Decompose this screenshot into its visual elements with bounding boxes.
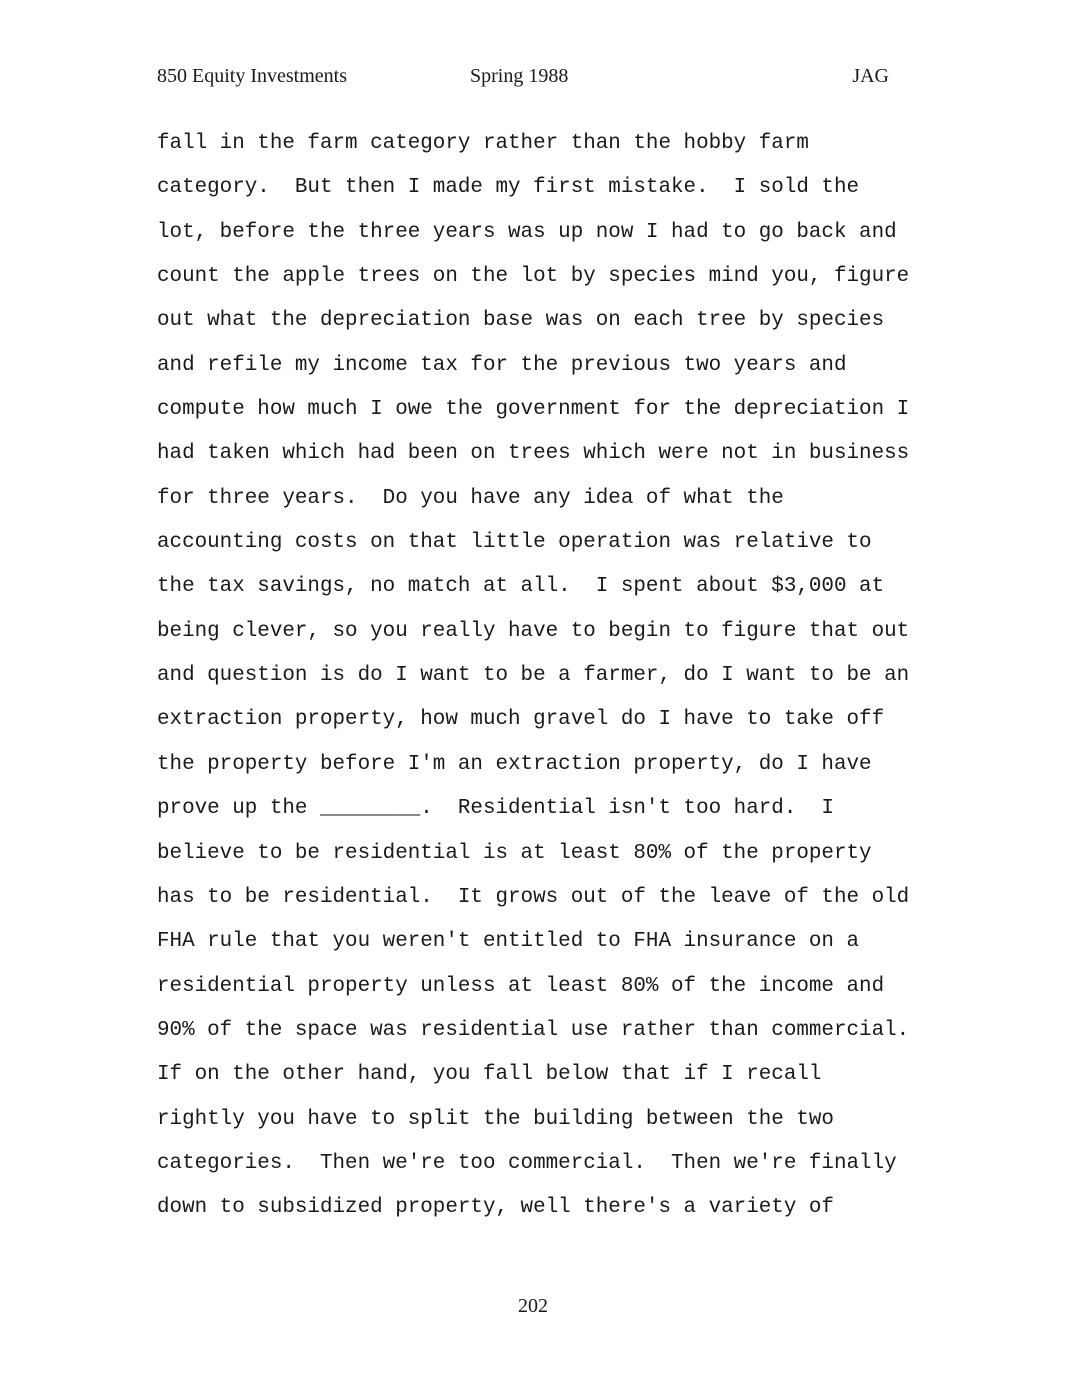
header-course-title: 850 Equity Investments (157, 65, 347, 87)
text-line: fall in the farm category rather than the hobby farm (157, 132, 809, 155)
page-number: 202 (518, 1295, 548, 1317)
text-line: 90% of the space was residential use rather than commercial. (157, 1018, 910, 1042)
text-line: If on the other hand, you fall below that if I recall (157, 1063, 822, 1087)
text-line: has to be residential. It grows out of the leave of the old (157, 885, 910, 909)
text-line: out what the depreciation base was on each tree by species (157, 309, 885, 333)
text-line: and refile my income tax for the previous two years and (157, 353, 847, 377)
header-initials: JAG (852, 65, 889, 87)
transcript-body (157, 122, 937, 1231)
text-line: category. But then I made my first mistake. I sold the (157, 176, 860, 200)
text-line: believe to be residential is at least 80% of the property (157, 841, 872, 865)
text-line: FHA rule that you weren't entitled to FHA insurance on a (157, 930, 860, 954)
header-term: Spring 1988 (470, 65, 569, 87)
text-line: for three years. Do you have any idea of what the (157, 486, 784, 510)
text-line: the property before I'm an extraction property, do I have (157, 752, 872, 776)
text-line: being clever, so you really have to begin to figure that out (157, 619, 910, 643)
text-line: prove up the ________. Residential isn't too hard. I (157, 797, 834, 821)
text-line: and question is do I want to be a farmer, do I want to be an (157, 664, 910, 688)
text-line: extraction property, how much gravel do I have to take off (157, 708, 885, 732)
text-line: rightly you have to split the building between the two (157, 1107, 834, 1131)
text-line: count the apple trees on the lot by species mind you, figure (157, 265, 910, 289)
text-line: down to subsidized property, well there's a variety of (157, 1196, 834, 1220)
text-line: categories. Then we're too commercial. Then we're finally (157, 1151, 897, 1175)
text-line: the tax savings, no match at all. I spent about $3,000 at (157, 575, 885, 599)
text-line: lot, before the three years was up now I had to go back and (157, 220, 897, 244)
text-line: compute how much I owe the government for the depreciation I (157, 398, 910, 422)
text-line: residential property unless at least 80% of the income and (157, 974, 885, 998)
text-line: had taken which had been on trees which were not in business (157, 442, 910, 466)
text-line: accounting costs on that little operation was relative to (157, 531, 872, 555)
